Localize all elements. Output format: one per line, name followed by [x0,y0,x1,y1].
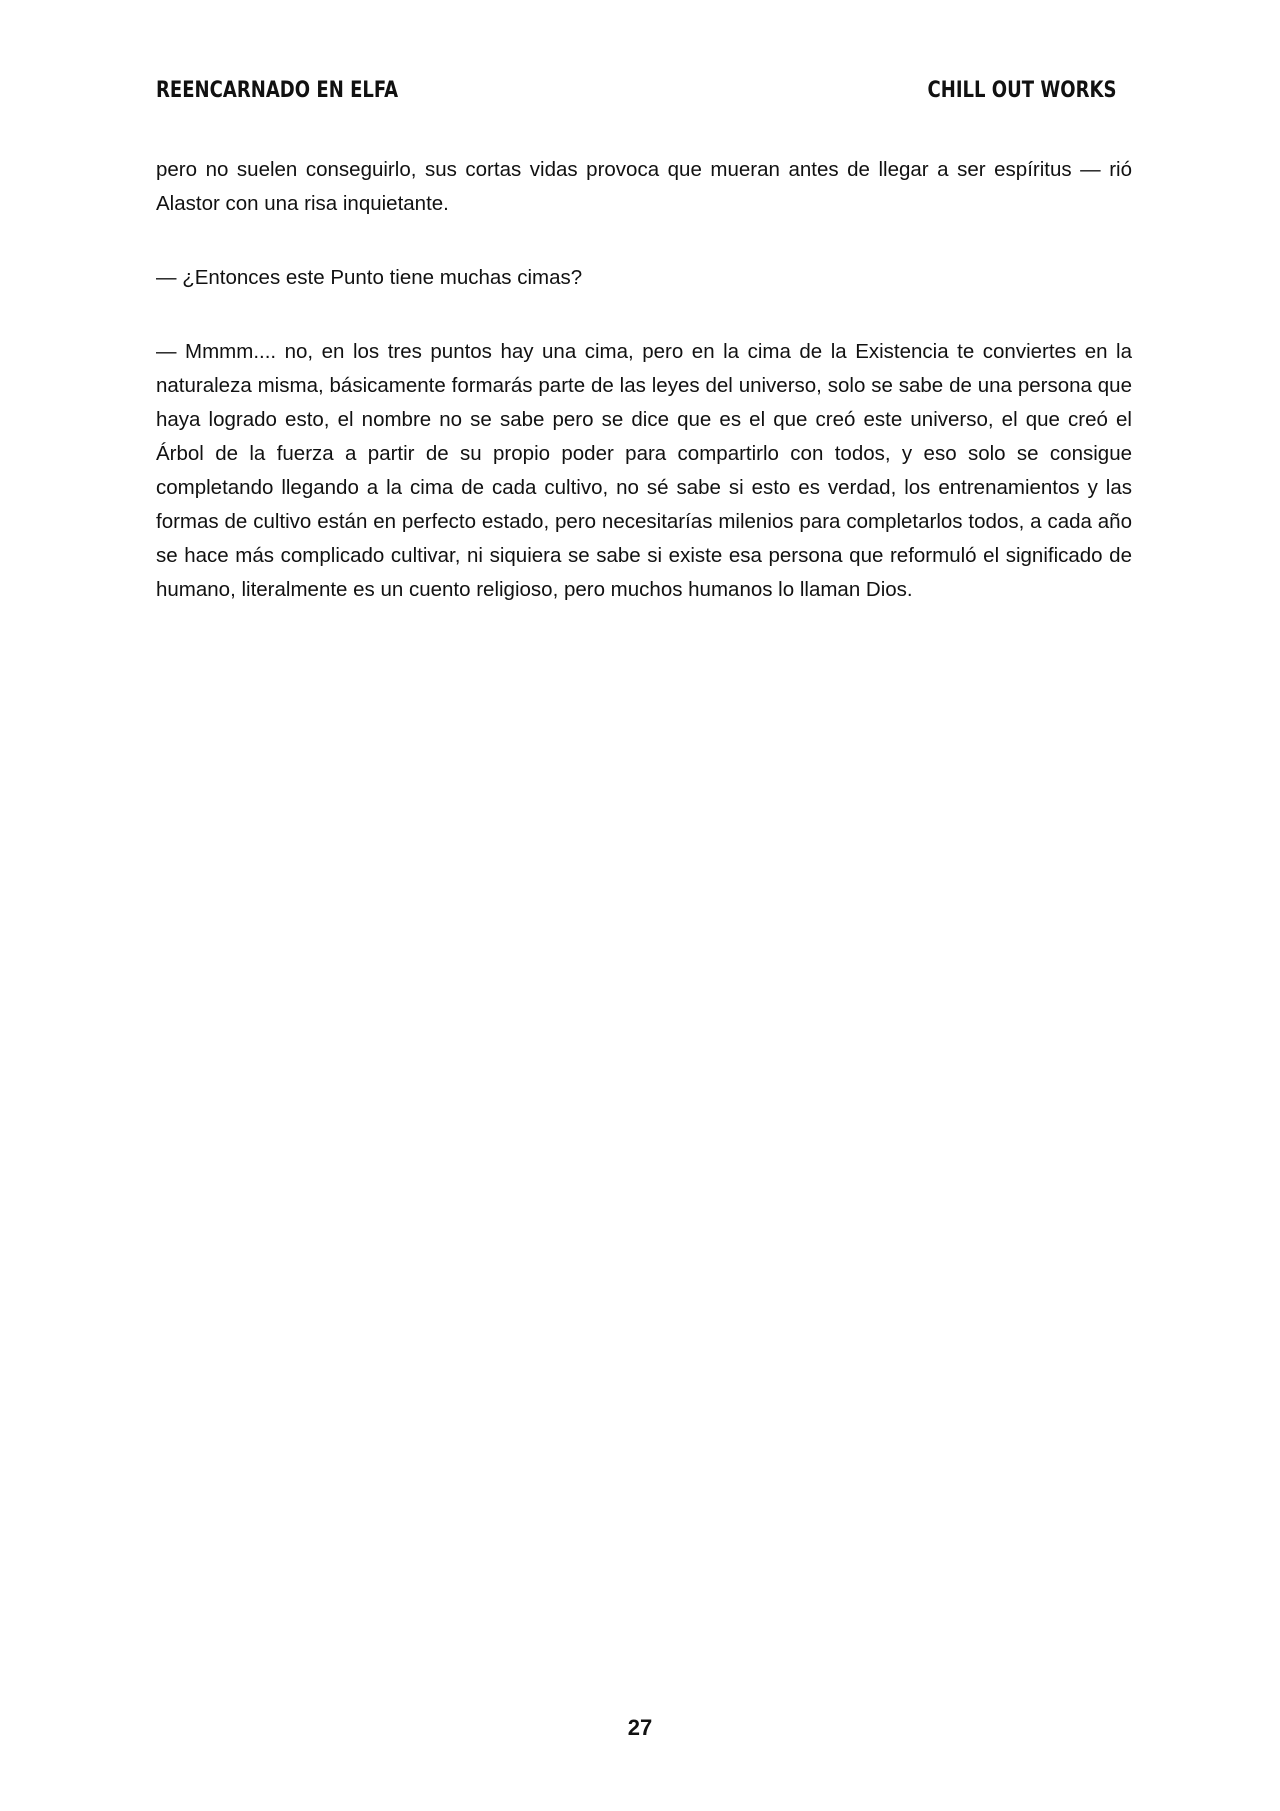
paragraph: — Mmmm.... no, en los tres puntos hay una cima, pero en la cima de la Existencia te conviertes en la naturaleza misma, básicamente formarás parte de las leyes del universo, solo se sabe de una persona que haya logrado esto, el nombre no se sabe pero se dice que es el que creó este universo, el que creó el Árbol de la fuerza a partir de su propio poder para compartirlo con todos, y eso solo se consigue completando llegando a la cima de cada cultivo, no sé sabe si esto es verdad, los entrenamientos y las formas de cultivo están en perfecto estado, pero necesitarías milenios para completarlos todos, a cada año se hace más complicado cultivar, ni siquiera se sabe si existe esa persona que reformuló el significado de humano, literalmente es un cuento religioso, pero muchos humanos lo llaman Dios. [156,340,1132,601]
page-header [156,74,1116,108]
page-number: 27 [627,1715,653,1740]
paragraph: pero no suelen conseguirlo, sus cortas vidas provoca que mueran antes de llegar a ser espíritus — rió Alastor con una risa inquietante. [156,158,1132,215]
publisher-name: CHILL OUT WORKS [927,78,1116,103]
paragraph: — ¿Entonces este Punto tiene muchas cimas? [156,266,583,289]
book-title: REENCARNADO EN ELFA [156,78,399,103]
body-text [156,153,1132,647]
